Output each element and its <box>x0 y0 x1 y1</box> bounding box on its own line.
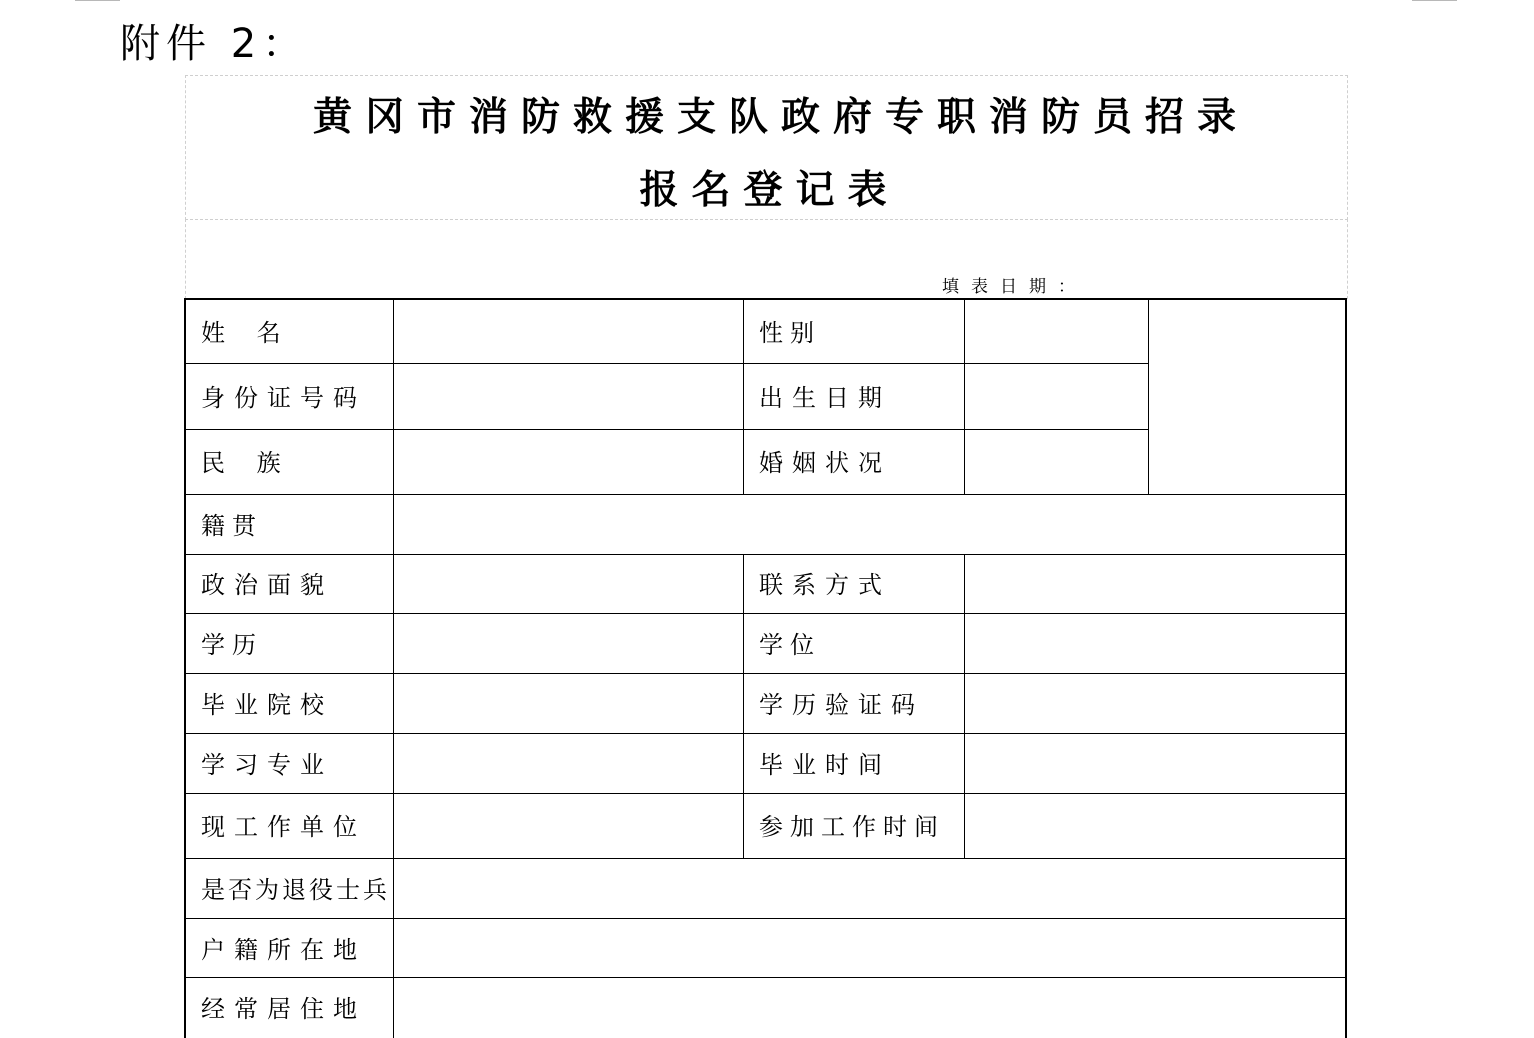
row-divider <box>184 977 1347 978</box>
row-divider <box>184 858 1347 859</box>
label-political-status: 政治面貌 <box>201 571 333 599</box>
label-name: 姓 名 <box>201 319 293 347</box>
label-household-registration: 户籍所在地 <box>201 936 366 964</box>
column-divider <box>393 298 394 1038</box>
label-school: 毕业院校 <box>201 691 333 719</box>
label-birth-date: 出生日期 <box>759 384 891 412</box>
row-divider <box>184 429 1148 430</box>
table-border-top <box>184 298 1347 300</box>
fill-date-label: 填表日期： <box>942 277 1087 297</box>
column-divider <box>964 554 965 858</box>
label-degree: 学位 <box>759 631 821 659</box>
label-is-veteran: 是否为退役士兵 <box>201 876 390 904</box>
row-divider <box>184 494 1347 495</box>
label-graduation-time: 毕业时间 <box>759 751 891 779</box>
column-divider <box>964 298 965 494</box>
label-major: 学习专业 <box>201 751 333 779</box>
label-work-start-time: 参加工作时间 <box>759 813 945 841</box>
row-divider <box>184 554 1347 555</box>
page-corner-mark-right <box>1412 0 1457 1</box>
label-contact: 联系方式 <box>759 571 891 599</box>
label-marital-status: 婚姻状况 <box>759 449 891 477</box>
fill-date-area <box>185 219 1348 299</box>
label-id-number: 身份证号码 <box>201 384 366 412</box>
attachment-label: 附件 2： <box>120 21 309 67</box>
label-current-employer: 现工作单位 <box>201 813 366 841</box>
row-divider <box>184 673 1347 674</box>
label-residence: 经常居住地 <box>201 995 366 1023</box>
table-border-left <box>184 298 186 1038</box>
form-title-line-2: 报名登记表 <box>639 168 900 213</box>
row-divider <box>184 918 1347 919</box>
label-gender: 性别 <box>759 319 821 347</box>
row-divider <box>184 793 1347 794</box>
column-divider <box>743 298 744 494</box>
registration-table <box>184 298 1347 1038</box>
column-divider <box>743 554 744 858</box>
label-ethnicity: 民 族 <box>201 449 293 477</box>
label-edu-verification-code: 学历验证码 <box>759 691 924 719</box>
label-native-place: 籍贯 <box>201 512 263 540</box>
row-divider <box>184 733 1347 734</box>
page-corner-mark-left <box>75 0 120 1</box>
form-title-line-1: 黄冈市消防救援支队政府专职消防员招录 <box>313 95 1250 140</box>
row-divider <box>184 363 1148 364</box>
label-education: 学历 <box>201 631 263 659</box>
form-title-area <box>185 75 1348 220</box>
photo-cell-divider <box>1148 298 1149 494</box>
table-border-right <box>1345 298 1347 1038</box>
row-divider <box>184 613 1347 614</box>
